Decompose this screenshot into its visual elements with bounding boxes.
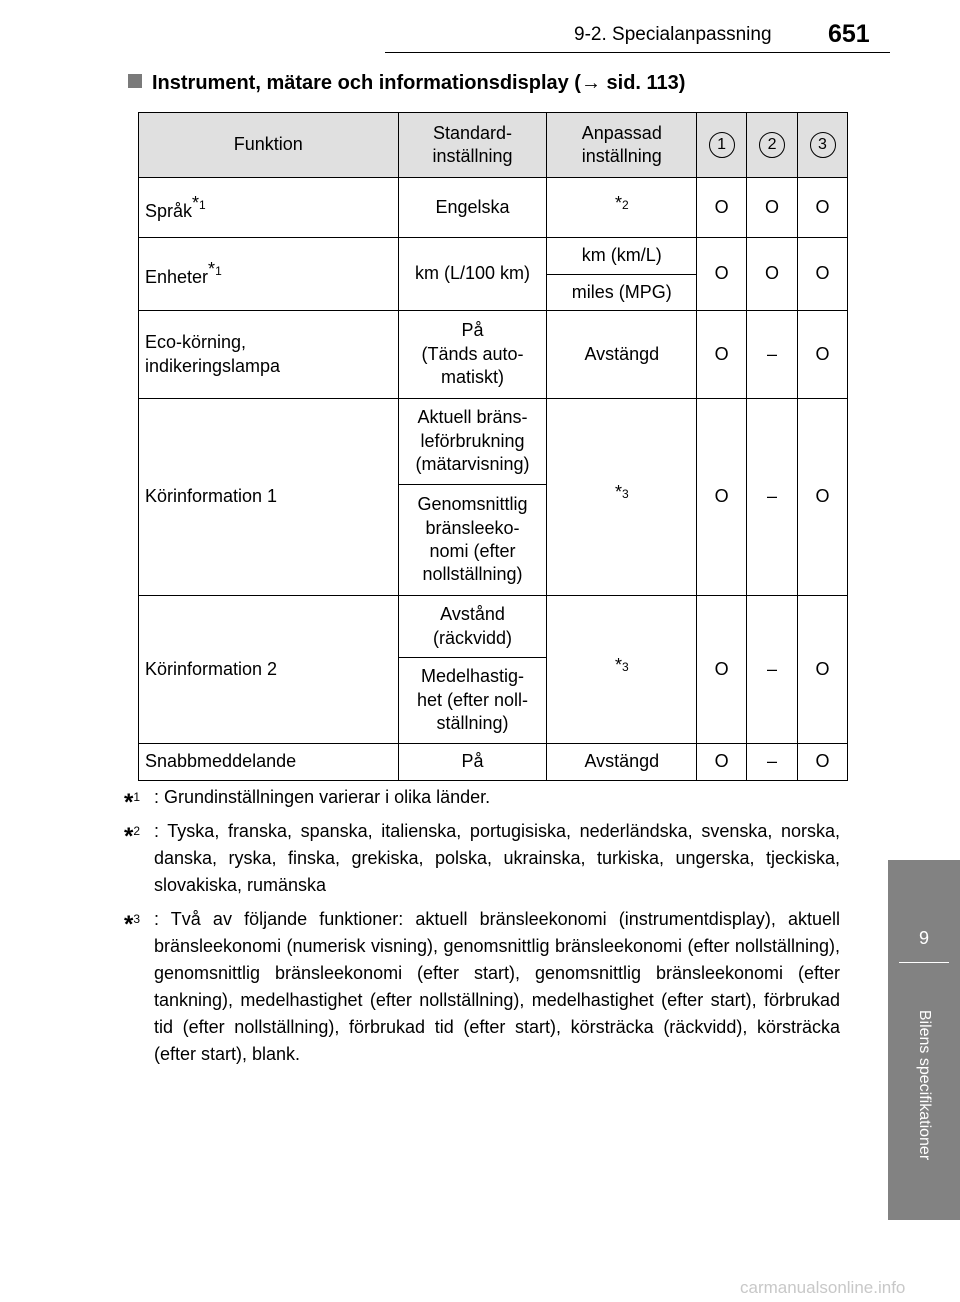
- watermark: carmanualsonline.info: [740, 1278, 906, 1297]
- header-default-line: Standard-: [432, 122, 513, 143]
- cell-function: [139, 238, 399, 311]
- cell-col-2: –: [747, 311, 798, 399]
- cell-function: [139, 311, 399, 399]
- cell-custom: [547, 178, 697, 238]
- footnotes: [124, 784, 840, 1075]
- cell-default: Medelhastig- het (efter noll- ställning): [398, 658, 547, 744]
- function-label: Enheter: [145, 267, 209, 288]
- cell-col-1: O: [697, 596, 747, 744]
- footnote-text: : Tyska, franska, spanska, italienska, portugisiska, nederländska, svenska, norska, danska, ryska, finska, grekiska, polska, ukrainska, turkiska, ungerska, tjeckiska, slovakiska, rumänska: [154, 821, 840, 895]
- header-custom-line: inställning: [581, 146, 662, 166]
- chapter-tab-number: 9: [918, 928, 929, 948]
- footnote-ref: *3: [614, 654, 629, 675]
- cell-default: Engelska: [398, 178, 547, 238]
- footnote-marker: *$^2$: [124, 823, 141, 850]
- cell-col-3: O: [798, 744, 848, 781]
- footnote-ref: *1: [192, 192, 206, 213]
- cell-default: På (Tänds auto- matiskt): [398, 311, 547, 399]
- cell-col-1: O: [697, 178, 747, 238]
- cell-col-3: O: [798, 178, 848, 238]
- footnote-text: : Grundinställningen varierar i olika länder.: [154, 787, 491, 807]
- circled-1-icon: 1: [709, 132, 735, 158]
- table-row: [139, 596, 848, 658]
- footnote: [124, 818, 840, 899]
- header-col-2: [747, 113, 798, 178]
- header-default-line: inställning: [432, 146, 513, 166]
- cell-col-3: O: [798, 238, 848, 311]
- page-number: 651: [828, 20, 870, 48]
- cell-col-2: –: [747, 744, 798, 781]
- circled-3-icon: 3: [810, 132, 836, 158]
- function-label: indikeringslampa: [145, 355, 281, 376]
- cell-function: [139, 178, 399, 238]
- footnote-ref: *1: [208, 259, 222, 280]
- table-row: [139, 744, 848, 781]
- cell-custom: Avstängd: [547, 311, 697, 399]
- customization-table: [138, 112, 848, 781]
- footnote-ref: *2: [614, 192, 629, 213]
- cell-custom: miles (MPG): [547, 275, 697, 311]
- table-header-row: [139, 113, 848, 178]
- header-custom-line: Anpassad: [581, 122, 662, 143]
- footnote-ref: *3: [614, 482, 629, 503]
- circled-2-icon: 2: [759, 132, 785, 158]
- function-label: Eco-körning,: [145, 332, 247, 353]
- cell-custom: Avstängd: [547, 744, 697, 781]
- chapter-tab-divider: [899, 962, 949, 963]
- cell-col-1: O: [697, 311, 747, 399]
- section-heading: [128, 72, 685, 95]
- cell-col-2: O: [747, 238, 798, 311]
- cell-custom: [547, 399, 697, 596]
- header-divider: [385, 52, 890, 53]
- cell-col-3: O: [798, 596, 848, 744]
- header-custom-setting: [547, 113, 697, 178]
- footnote: [124, 906, 840, 1068]
- cell-col-1: O: [697, 238, 747, 311]
- table-row: [139, 178, 848, 238]
- cell-col-3: O: [798, 399, 848, 596]
- footnote: [124, 784, 840, 816]
- footnote-text: : Två av följande funktioner: aktuell bränsleekonomi (instrumentdisplay), aktuell bränsleekonomi (numerisk visning), genomsnittlig bränsleekonomi (efter nollställning), genomsnittlig bränsleekonomi (efter start), genomsnittlig bränsleekonomi (efter tankning), medelhastighet (efter nollställning), medelhastighet (efter start), förbrukad tid (efter nollställning), förbrukad tid (efter start), körsträcka (räckvidd), körsträcka (efter start), blank.: [154, 909, 840, 1064]
- cell-custom: km (km/L): [547, 238, 697, 275]
- cell-col-1: O: [697, 399, 747, 596]
- arrow-right-icon: →: [580, 72, 601, 94]
- cell-function: Snabbmeddelande: [139, 744, 399, 781]
- section-heading-text: Instrument, mätare och informationsdisplay (: [152, 72, 581, 94]
- cell-function: Körinformation 2: [139, 596, 399, 744]
- cell-default: Avstånd (räckvidd): [398, 596, 547, 658]
- cell-col-3: O: [798, 311, 848, 399]
- table-row: [139, 311, 848, 399]
- cell-default: km (L/100 km): [398, 238, 547, 311]
- footnote-marker: *$^1$: [124, 789, 141, 816]
- cell-col-2: –: [747, 399, 798, 596]
- header-function: Funktion: [139, 113, 399, 178]
- function-label: Språk: [145, 200, 193, 221]
- cell-custom: [547, 596, 697, 744]
- header-col-3: [798, 113, 848, 178]
- header-default-setting: [398, 113, 547, 178]
- square-bullet-icon: [128, 74, 142, 88]
- chapter-tab-label: Bilens specifikationer: [916, 1009, 933, 1161]
- cell-col-2: –: [747, 596, 798, 744]
- cell-col-2: O: [747, 178, 798, 238]
- footnote-marker: *$^3$: [124, 911, 141, 938]
- cell-default: Aktuell bräns- leförbrukning (mätarvisning): [398, 399, 547, 485]
- cell-function: Körinformation 1: [139, 399, 399, 596]
- table-row: [139, 238, 848, 275]
- cell-default: Genomsnittlig bränsleeko- nomi (efter nollställning): [398, 485, 547, 596]
- table-row: [139, 399, 848, 485]
- cell-col-1: O: [697, 744, 747, 781]
- cell-default: På: [398, 744, 547, 781]
- section-heading-ref: sid. 113): [600, 72, 686, 94]
- header-col-1: [697, 113, 747, 178]
- running-header-section: 9-2. Specialanpassning: [574, 24, 772, 45]
